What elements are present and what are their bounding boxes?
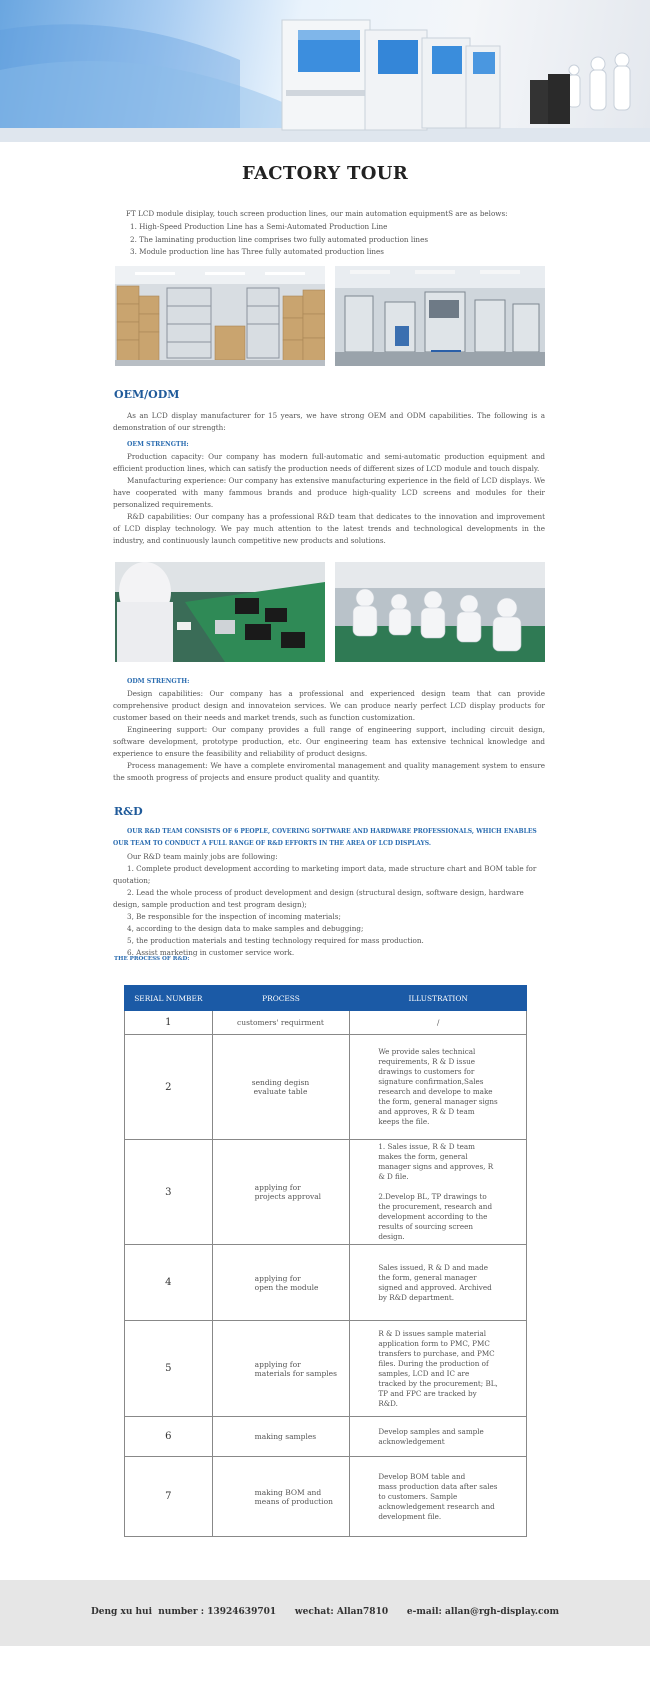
rd-job-item: 4, according to the design data to make samples and debugging;	[127, 924, 364, 933]
rd-process-table	[124, 985, 527, 1537]
column-header-illustration: ILLUSTRATION	[350, 986, 527, 1011]
rd-job-item: 3, Be responsible for the inspection of incoming materials;	[127, 912, 341, 921]
odm-strength-item: Engineering support: Our company provides a full range of engineering support, including circuit design, software development, prototype production, etc. Our engineering team has extensive technical knowledge and experience to ensure the feasibility and reliability of product designs.	[113, 725, 545, 758]
table-row	[125, 1035, 527, 1140]
warehouse-photo	[115, 266, 325, 366]
table-header-row	[125, 986, 527, 1011]
process-cell: sending degisn evaluate table	[212, 1035, 350, 1140]
serial-cell: 5	[125, 1321, 213, 1417]
oem-intro-paragraph	[113, 410, 545, 434]
illustration-cell: Develop samples and sample acknowledgement	[350, 1417, 527, 1457]
table-row	[125, 1457, 527, 1537]
serial-cell: 4	[125, 1245, 213, 1321]
illustration-cell: Sales issued, R & D and made the form, general manager signed and approved. Archived by R&D department.	[350, 1245, 527, 1321]
process-cell: making samples	[212, 1417, 350, 1457]
intro-item: 3. Module production line has Three fully automated production lines	[130, 247, 384, 257]
rd-heading: R&D	[114, 805, 143, 818]
intro-lead: FT LCD module disiplay, touch screen production lines, our main automation equipmentS are as belows:	[126, 209, 508, 218]
oem-strength-item: R&D capabilities: Our company has a professional R&D team that dedicates to the innovation and improvement of LCD display technology. We pay much attention to the latest trends and technological developments in the industry, and continuously launch competitive new products and solutions.	[113, 512, 545, 545]
contact-info: Deng xu hui number : 13924639701 wechat: Allan7810 e-mail: allan@rgh-display.com	[90, 1607, 560, 1617]
column-header-serial: SERIAL NUMBER	[125, 986, 213, 1011]
intro-item: 2. The laminating production line comprises two fully automated production lines	[130, 234, 429, 244]
illustration-cell: /	[350, 1011, 527, 1035]
rd-jobs-list	[113, 851, 545, 959]
serial-cell: 3	[125, 1140, 213, 1245]
workers-photo	[335, 562, 545, 662]
rd-job-item: 6. Assist marketing in customer service work.	[127, 948, 295, 957]
rd-job-item: 2. Lead the whole process of product development and design (structural design, software design, hardware design, sample production and test program design);	[113, 888, 524, 909]
illustration-cell: R & D issues sample material application form to PMC, PMC transfers to purchase, and PMC files. During the production of samples, LCD and IC are tracked by the procurement; BL, TP and FPC are tracked by R&D.	[350, 1321, 527, 1417]
column-header-process: PROCESS	[212, 986, 350, 1011]
table-row	[125, 1011, 527, 1035]
table-row	[125, 1140, 527, 1245]
oem-strength-heading: OEM STRENGTH:	[127, 441, 189, 448]
serial-cell: 2	[125, 1035, 213, 1140]
rd-job-item: 1. Complete product development according to marketing import data, made structure chart and BOM table for quotation;	[113, 864, 537, 885]
serial-cell: 7	[125, 1457, 213, 1537]
rd-job-item: Our R&D team mainly jobs are following:	[127, 852, 278, 861]
table-row	[125, 1245, 527, 1321]
oem-strength-item: Production capacity: Our company has modern full-automatic and semi-automatic production equipment and efficient production lines, which can satisfy the production needs of different sizes of LCD module and touch dispaly.	[113, 452, 545, 473]
process-cell: applying for projects approval	[212, 1140, 350, 1245]
oem-strength-item: Manufacturing experience: Our company has extensive manufacturing experience in the field of LCD displays. We have cooperated with many fammous brands and produce high-quality LCD screens and modules for their personalized requirements.	[113, 476, 545, 509]
serial-cell: 6	[125, 1417, 213, 1457]
odm-strength-list	[113, 688, 545, 784]
factory-machines-illustration	[0, 0, 650, 142]
process-cell: applying for open the module	[212, 1245, 350, 1321]
illustration-cell: Develop BOM table and mass production data after sales to customers. Sample acknowledgement research and development file.	[350, 1457, 527, 1537]
process-cell: applying for materials for samples	[212, 1321, 350, 1417]
rd-process-heading: THE PROCESS OF R&D:	[114, 956, 190, 962]
page-title: FACTORY TOUR	[242, 163, 408, 184]
table-row	[125, 1417, 527, 1457]
hero-banner	[0, 0, 650, 142]
serial-cell: 1	[125, 1011, 213, 1035]
assembly-line-photo	[115, 562, 325, 662]
intro-block	[126, 208, 546, 259]
odm-strength-item: Design capabilities: Our company has a professional and experienced design team that can provide comprehensive product design and innovateion services. We can produce nearly perfect LCD display products for customer based on their needs and market trends, such as function customization.	[113, 689, 545, 722]
oem-odm-heading: OEM/ODM	[114, 388, 180, 401]
cleanroom-photo	[335, 266, 545, 366]
illustration-cell: 1. Sales issue, R & D team makes the form, general manager signs and approves, R & D file. 2.Develop BL, TP drawings to the procurement, research and development according to the results of sourcing screen design.	[350, 1140, 527, 1245]
process-cell: customers' requirment	[212, 1011, 350, 1035]
oem-intro-text: As an LCD display manufacturer for 15 years, we have strong OEM and ODM capabilities. The following is a demonstration of our strength:	[113, 411, 545, 432]
rd-job-item: 5, the production materials and testing technology required for mass production.	[127, 936, 424, 945]
intro-item: 1. High-Speed Production Line has a Semi-Automated Production Line	[130, 221, 388, 231]
process-cell: making BOM and means of production	[212, 1457, 350, 1537]
rd-team-statement: OUR R&D TEAM CONSISTS OF 6 PEOPLE, COVERING SOFTWARE AND HARDWARE PROFESSIONALS, WHICH ENABLES OUR TEAM TO CONDUCT A FULL RANGE OF R&D EFFORTS IN THE AREA OF LCD DISPLAYS.	[113, 828, 537, 847]
oem-strength-list	[113, 451, 545, 547]
odm-strength-heading: ODM STRENGTH:	[127, 678, 190, 685]
illustration-cell: We provide sales technical requirements, R & D issue drawings to customers for signature confirmation,Sales research and develope to make the form, general manager signs and approves, R & D team keeps the file.	[350, 1035, 527, 1140]
odm-strength-item: Process management: We have a complete enviromental management and quality management system to ensure the smooth progress of projects and ensure product quality and quantity.	[113, 761, 545, 782]
table-row	[125, 1321, 527, 1417]
